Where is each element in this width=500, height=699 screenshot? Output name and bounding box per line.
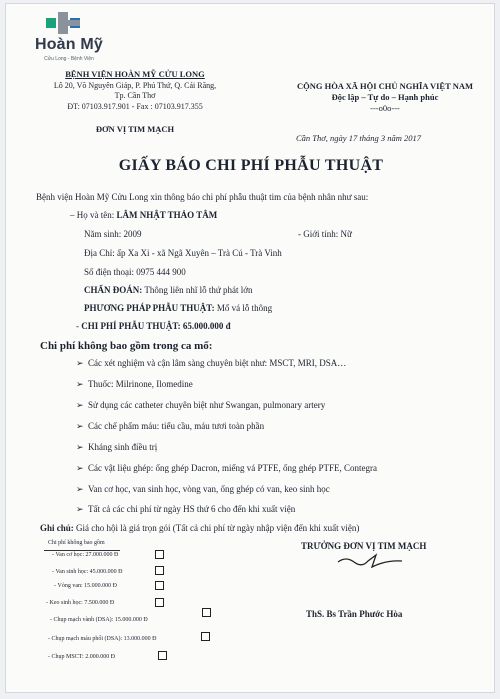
excluded-item: ➢ Van cơ học, van sinh học, vòng van, ống ghép có van, keo sinh học <box>76 484 330 494</box>
hoan-my-logo-icon <box>46 12 82 34</box>
patient-gender-row <box>298 229 352 239</box>
patient-gender-value: Nữ <box>340 229 352 239</box>
excluded-item: ➢ Các xét nghiệm và cận lâm sàng chuyên biệt như: MSCT, MRI, DSA… <box>76 358 347 368</box>
note-label: Ghi chú: <box>40 523 74 533</box>
excluded-item: ➢ Tất cả các chi phí từ ngày HS thứ 6 cho đến khi xuất viện <box>76 504 296 514</box>
cost-row: - CHI PHÍ PHẪU THUẬT: 65.000.000 đ <box>76 321 231 331</box>
patient-phone-value: 0975 444 900 <box>136 267 186 277</box>
diagnosis-label: CHẨN ĐOÁN: <box>84 285 143 295</box>
diagnosis-row <box>84 285 252 295</box>
fee-list-divider <box>44 550 120 551</box>
document-date: Cần Thơ, ngày 17 tháng 3 năm 2017 <box>296 133 421 143</box>
unit-name: ĐƠN VỊ TIM MẠCH <box>95 124 175 134</box>
republic-line3: ---o0o--- <box>370 103 400 113</box>
method-row <box>84 303 272 313</box>
brand-name: Hoàn Mỹ <box>34 36 104 53</box>
diagnosis-value: Thông liên nhĩ lỗ thứ phát lớn <box>144 285 253 295</box>
patient-dob-label: Năm sinh: <box>84 229 122 239</box>
fee-item: - Chụp mạch vành (DSA): 15.000.000 Đ <box>50 617 148 623</box>
hospital-address-line1: Lô 20, Võ Nguyên Giáp, P. Phú Thứ, Q. Cái Răng, <box>53 81 217 90</box>
fee-item: - Vòng van: 15.000.000 Đ <box>54 583 117 589</box>
excluded-item: ➢ Kháng sinh điều trị <box>76 442 158 452</box>
patient-name-value: LÂM NHẬT THẢO TÂM <box>116 210 218 220</box>
signature-name: ThS. Bs Trần Phước Hòa <box>306 609 403 619</box>
note-row <box>40 523 359 533</box>
method-value: Mổ vá lỗ thông <box>216 303 273 313</box>
fee-checkbox[interactable] <box>201 632 210 641</box>
note-text: Giá cho hội là giá trọn gói (Tất cả chi phí từ ngày nhập viện đến khi xuất viện) <box>76 523 360 533</box>
fee-checkbox[interactable] <box>155 566 164 575</box>
patient-address-label: Địa Chỉ: <box>84 248 115 258</box>
fee-checkbox[interactable] <box>158 651 167 660</box>
fee-item: - Chụp MSCT: 2.000.000 Đ <box>48 654 116 660</box>
fee-checkbox[interactable] <box>155 598 164 607</box>
brand-tagline: Cửu Long - Bệnh Viện <box>44 56 94 62</box>
document-page <box>5 3 495 693</box>
intro-text: Bệnh viện Hoàn Mỹ Cửu Long xin thông báo chi phí phẫu thuật tim của bệnh nhân như sau: <box>36 192 369 202</box>
fee-item: - Keo sinh học: 7.500.000 Đ <box>46 600 115 606</box>
hospital-name: BỆNH VIỆN HOÀN MỸ CỬU LONG <box>65 69 205 79</box>
excluded-item: ➢ Thuốc: Milrinone, Ilomedine <box>76 379 193 389</box>
patient-dob-value: 2009 <box>123 229 142 239</box>
patient-dob-row <box>84 229 142 239</box>
patient-gender-label: - Giới tính: <box>298 229 339 239</box>
cost-label: CHI PHÍ PHẪU THUẬT: <box>81 321 181 331</box>
republic-line2: Độc lập – Tự do – Hạnh phúc <box>331 92 439 102</box>
patient-phone-label: Số điện thoại: <box>84 267 134 277</box>
fee-checkbox[interactable] <box>155 550 164 559</box>
fee-item: - Chụp mạch máu phổi (DSA): 13.000.000 Đ <box>48 636 157 642</box>
republic-line1: CỘNG HÒA XÃ HỘI CHỦ NGHĨA VIỆT NAM <box>296 81 474 91</box>
cost-value: 65.000.000 đ <box>182 321 231 331</box>
excluded-item: ➢ Sử dụng các catheter chuyên biệt như Swangan, pulmonary artery <box>76 400 326 410</box>
fee-checkbox[interactable] <box>155 581 164 590</box>
hospital-phone-fax: ĐT: 07103.917.901 - Fax : 07103.917.355 <box>67 102 203 111</box>
fee-checkbox[interactable] <box>202 608 211 617</box>
excluded-item: ➢ Các vật liệu ghép: ống ghép Dacron, miếng vá PTFE, ống ghép PTFE, Contegra <box>76 463 377 473</box>
patient-name-row: – Họ và tên: LÂM NHẬT THẢO TÂM <box>70 210 218 220</box>
fee-list-header: Chi phí không bao gồm <box>48 540 105 546</box>
patient-address-value: ấp Xa Xi - xã Ngã Xuyên – Trà Cú - Trà Vinh <box>117 248 282 258</box>
patient-phone-row <box>84 267 186 277</box>
method-label: PHƯƠNG PHÁP PHẪU THUẬT: <box>84 303 215 313</box>
excluded-title: Chi phí không bao gồm trong ca mổ: <box>40 340 213 352</box>
patient-address-row <box>84 248 282 258</box>
fee-item: - Van cơ học: 27.000.000 Đ <box>52 552 119 558</box>
fee-item: - Van sinh học: 45.000.000 Đ <box>52 569 123 575</box>
excluded-item: ➢ Các chế phẩm máu: tiểu cầu, máu tươi toàn phần <box>76 421 265 431</box>
signature-role: TRƯỞNG ĐƠN VỊ TIM MẠCH <box>301 541 427 551</box>
document-title: GIẤY BÁO CHI PHÍ PHẪU THUẬT <box>118 157 384 174</box>
handwritten-signature <box>336 552 406 570</box>
hospital-address-line2: Tp. Cần Thơ <box>114 91 156 100</box>
patient-name-label: Họ và tên: <box>76 210 115 220</box>
